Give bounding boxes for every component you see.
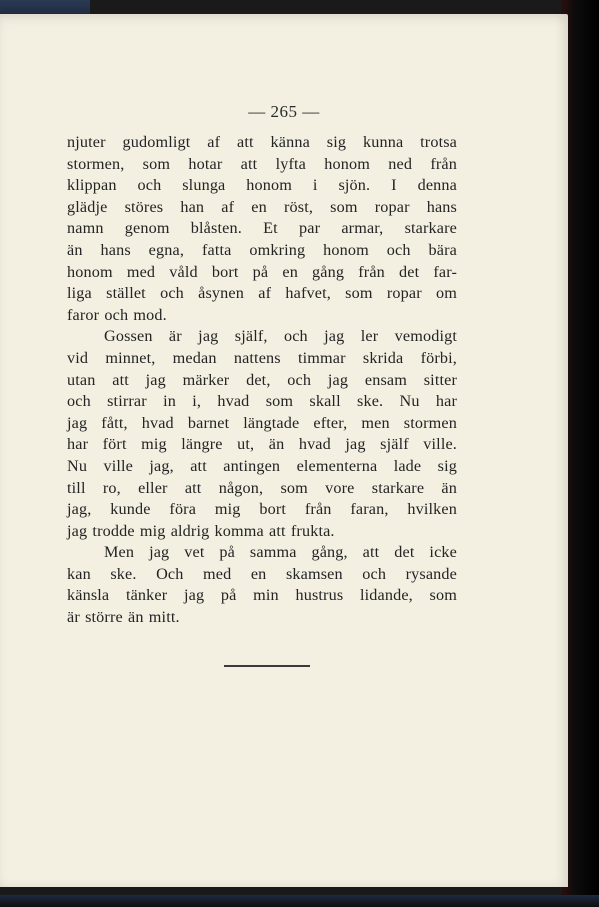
text-line: till ro, eller att någon, som vore starkare än bbox=[67, 478, 457, 497]
text-line: och stirrar in i, hvad som skall ske. Nu har bbox=[67, 392, 457, 411]
text-line: jag fått, hvad barnet längtade efter, men stormen bbox=[67, 413, 457, 432]
page-number: — 265 — bbox=[248, 102, 320, 121]
text-line: Gossen är jag själf, och jag ler vemodigt bbox=[104, 327, 457, 346]
text-line: glädje störes han af en röst, som ropar hans bbox=[67, 197, 457, 216]
text-line: Nu ville jag, att antingen elementerna lade sig bbox=[67, 456, 457, 475]
text-line: känsla tänker jag på min hustrus lidande, som bbox=[67, 586, 457, 605]
text-line: än hans egna, fatta omkring honom och bära bbox=[67, 240, 457, 259]
body-text bbox=[67, 132, 457, 629]
book-spine-bottom bbox=[0, 895, 599, 907]
text-line: klippan och slunga honom i sjön. I denna bbox=[67, 176, 457, 195]
text-line: kan ske. Och med en skamsen och rysande bbox=[67, 564, 457, 583]
text-line: stormen, som hotar att lyfta honom ned från bbox=[67, 154, 457, 173]
text-line: jag, kunde föra mig bort från faran, hvilken bbox=[67, 500, 457, 519]
text-line: vid minnet, medan nattens timmar skrida förbi, bbox=[67, 348, 457, 367]
text-line: faror och mod. bbox=[67, 305, 167, 324]
text-line: utan att jag märker det, och jag ensam sitter bbox=[67, 370, 457, 389]
text-line: namn genom blåsten. Et par armar, starkare bbox=[67, 219, 457, 238]
text-line: liga stället och åsynen af hafvet, som ropar om bbox=[67, 284, 457, 303]
text-line: honom med våld bort på en gång från det far- bbox=[67, 262, 457, 281]
text-line: jag trodde mig aldrig komma att frukta. bbox=[67, 521, 335, 540]
book-page bbox=[0, 14, 568, 887]
text-line: är större än mitt. bbox=[67, 608, 180, 627]
text-line: njuter gudomligt af att känna sig kunna trotsa bbox=[67, 133, 457, 151]
book-spine-top bbox=[0, 0, 90, 14]
section-rule bbox=[224, 665, 310, 667]
text-line: Men jag vet på samma gång, att det icke bbox=[104, 543, 457, 562]
text-line: har fört mig längre ut, än hvad jag själf ville. bbox=[67, 435, 457, 454]
